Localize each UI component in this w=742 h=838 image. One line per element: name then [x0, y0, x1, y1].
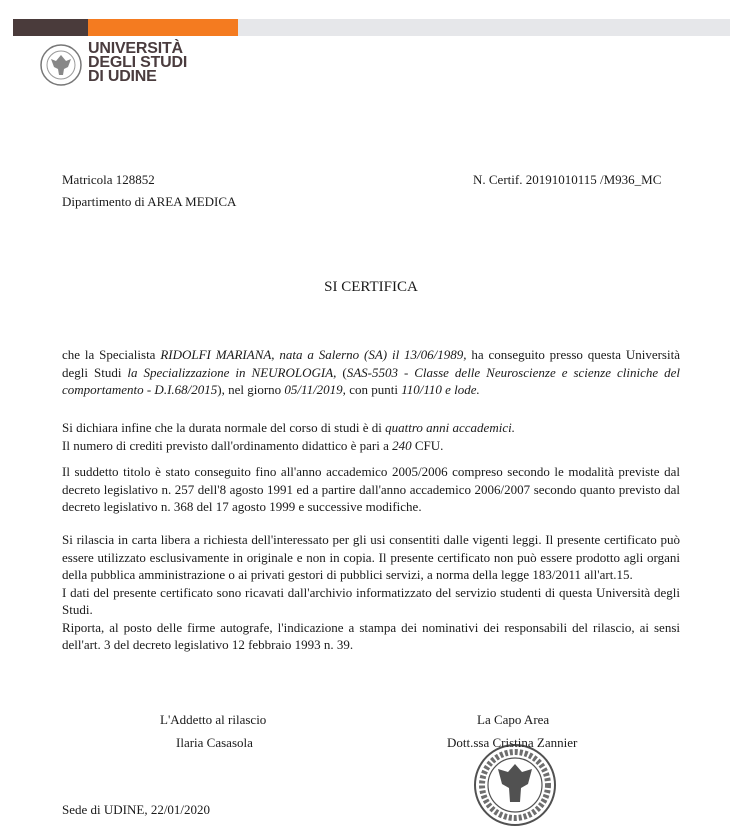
degree-class: SAS-5503 - Classe delle Neuroscienze e scienze cliniche del comportamento - D.I.68/2015: [62, 364, 680, 397]
text: ha conseguito presso questa Università degli Studi: [62, 347, 680, 380]
logo-line: DI UDINE: [88, 68, 157, 85]
document-title: SI CERTIFICA: [324, 279, 418, 295]
official-stamp-icon: [472, 742, 558, 828]
release-notes: [62, 531, 680, 654]
release-note: Si rilascia in carta libera a richiesta dell'interessato per gli usi consentiti dalle vigenti leggi. Il presente certificato può essere utilizzato esclusivamente in originale e non in copia. Il presente certificato non può essere prodotto agli organi della pubblica amministrazione o ai privati gestori di pubblici servizi, a norma della legge 183/2011 all'art.15.: [62, 532, 680, 582]
release-note: Riporta, al posto delle firme autografe, l'indicazione a stampa dei nominativi dei responsabili del rilascio, ai sensi dell'art. 3 del decreto legislativo 12 febbraio 1993 n. 39.: [62, 619, 680, 652]
logo-line: UNIVERSITÀ: [88, 40, 183, 57]
right-signatory-role: La Capo Area: [477, 712, 550, 727]
graduation-date: 05/11/2019,: [284, 382, 346, 397]
brand-bar-grey: [238, 19, 730, 36]
matricola: Matricola 128852: [62, 172, 155, 187]
left-signatory-role: L'Addetto al rilascio: [160, 712, 267, 727]
text: Si dichiara infine che la durata normale del corso di studi è di: [62, 420, 386, 435]
text: ), nel giorno: [217, 382, 285, 397]
grade: 110/110 e lode.: [401, 382, 480, 397]
right-signatory-name: Dott.ssa Cristina Zannier: [447, 735, 578, 750]
text: (: [336, 364, 347, 380]
course-duration: quattro anni accademici.: [385, 420, 515, 435]
text: con punti: [345, 382, 402, 397]
release-note: I dati del presente certificato sono ricavati dall'archivio informatizzato del servizio studenti di questa Università degli Studi.: [62, 584, 680, 617]
department: Dipartimento di AREA MEDICA: [62, 194, 237, 209]
place-and-date: Sede di UDINE, 22/01/2020: [62, 802, 211, 817]
text: CFU.: [411, 437, 444, 453]
text: Il numero di crediti previsto dall'ordinamento didattico è pari a: [62, 437, 393, 453]
legal-basis-paragraph: Il suddetto titolo è stato conseguito fino all'anno accademico 2005/2006 compreso secondo le modalità previste dal decreto legislativo n. 257 dell'8 agosto 1991 ed a partire dall'anno accademico 2006/2007 secondo quanto previsto dal decreto legislativo n. 368 del 17 agosto 1999 e successive modifiche.: [62, 464, 680, 514]
university-seal-logo-icon: [39, 43, 83, 87]
certificate-number: N. Certif. 20191010115 /M936_MC: [473, 172, 662, 187]
certification-paragraph: [62, 346, 680, 399]
university-logo-text: [88, 42, 187, 84]
logo-line: DEGLI STUDI: [88, 54, 188, 71]
degree: la Specializzazione in NEUROLOGIA,: [127, 364, 337, 380]
left-signatory-name: Ilaria Casasola: [176, 735, 253, 750]
duration-paragraph: [62, 419, 680, 454]
holder-name: RIDOLFI MARIANA, nata a Salerno (SA) il 13/06/1989,: [160, 347, 467, 362]
brand-bar-dark: [13, 19, 88, 36]
text: che la Specialista: [62, 347, 161, 362]
brand-bar-orange: [88, 19, 238, 36]
credits: 240: [392, 437, 412, 453]
